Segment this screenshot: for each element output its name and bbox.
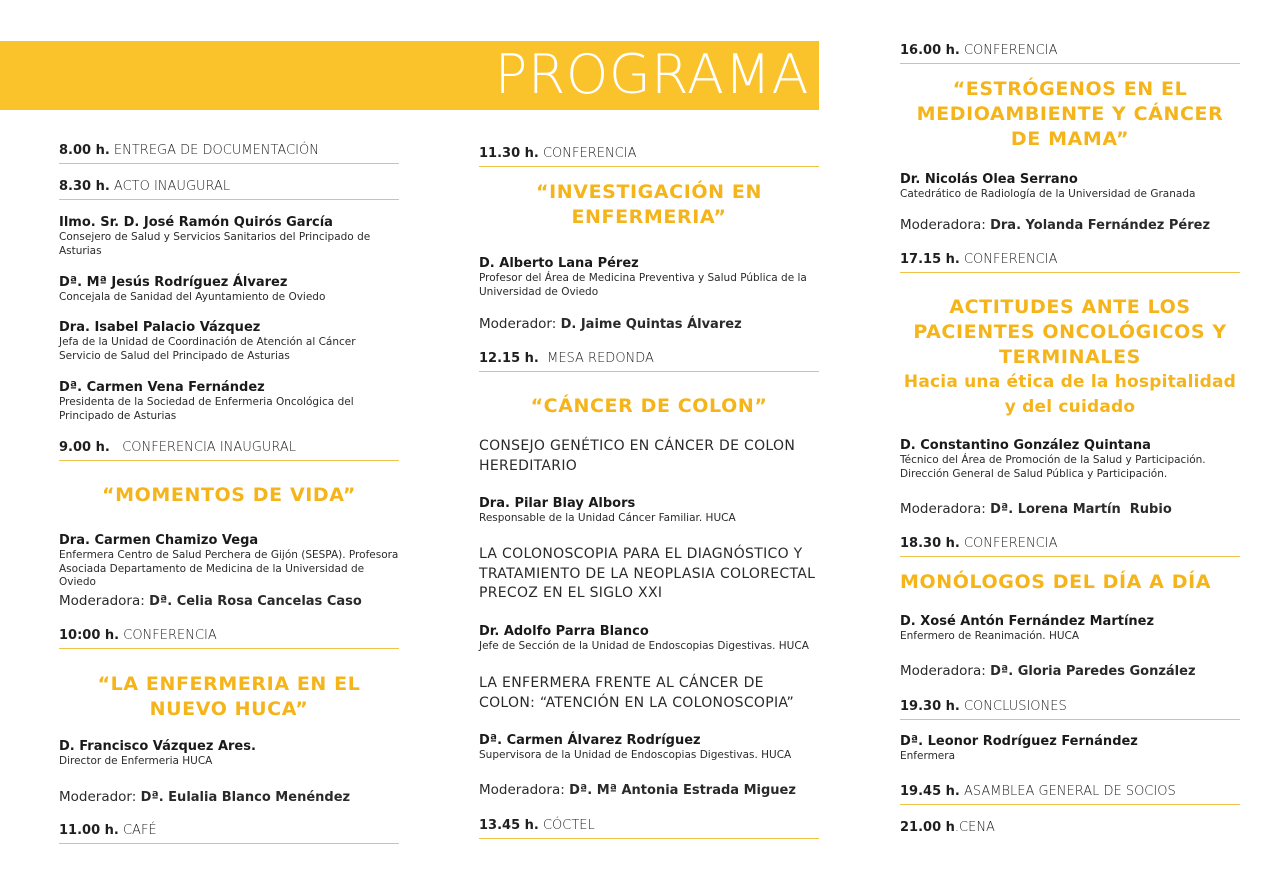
speaker-role: Concejala de Sanidad del Ayuntamiento de Oviedo — [59, 291, 326, 303]
conference-title: MONÓLOGOS DEL DÍA A DÍA — [900, 571, 1212, 593]
speaker-role: Jefe de Sección de la Unidad de Endoscopias Digestivas. HUCA — [479, 640, 809, 652]
speaker-role: Presidenta de la Sociedad de Enfermeria Oncológica del Principado de Asturias — [59, 396, 354, 422]
speaker-role: Dirección General de Salud Pública y Participación. — [900, 467, 1168, 480]
conference-title — [900, 295, 1240, 420]
speaker-name: Dª. Carmen Vena Fernández — [59, 380, 265, 395]
speaker — [479, 496, 819, 526]
topic-title: LA COLONOSCOPIA PARA EL DIAGNÓSTICO Y TRATAMIENTO DE LA NEOPLASIA COLORECTAL PRECOZ EN EL SIGLO XXI — [479, 546, 816, 601]
slot-time: 21.00 h — [900, 820, 955, 835]
moderator-name: Dª. Lorena Martín Rubio — [990, 502, 1172, 517]
moderator-label: Moderadora: — [900, 663, 991, 679]
schedule-slot — [479, 146, 819, 167]
conference-title: “ESTRÓGENOS EN EL MEDIOAMBIENTE Y CÁNCER DE MAMA” — [916, 78, 1224, 150]
moderator-label: Moderadora: — [900, 217, 991, 233]
moderator — [59, 593, 399, 610]
schedule-slot — [59, 628, 399, 649]
schedule-slot — [900, 820, 1240, 840]
speaker-name: Dra. Pilar Blay Albors — [479, 496, 636, 511]
conference-subtitle: Hacia una ética de la hospitalidad y del cuidado — [903, 372, 1237, 417]
schedule-slot — [59, 440, 399, 461]
slot-label: CONCLUSIONES — [959, 699, 1067, 714]
schedule-slot — [900, 784, 1240, 805]
moderator-label: Moderador: — [479, 316, 561, 332]
schedule-slot — [900, 536, 1240, 557]
speaker-name: Dra. Isabel Palacio Vázquez — [59, 320, 261, 335]
moderator-name: Dª. Eulalia Blanco Menéndez — [140, 790, 351, 805]
speaker-role: Responsable de la Unidad Cáncer Familiar. HUCA — [479, 512, 736, 524]
moderator-name: Dª. Gloria Paredes González — [990, 664, 1196, 679]
slot-time: 17.15 h. — [900, 252, 960, 267]
speaker-role: Jefa de la Unidad de Coordinación de Atención al Cáncer — [59, 336, 356, 348]
page-title: PROGRAMA — [494, 43, 809, 106]
schedule-slot — [59, 823, 399, 844]
speaker — [479, 624, 819, 654]
conference-title: “LA ENFERMERIA EN EL NUEVO HUCA” — [97, 673, 361, 720]
speaker-name: Dr. Adolfo Parra Blanco — [479, 624, 649, 639]
conference-title-main: ACTITUDES ANTE LOS PACIENTES ONCOLÓGICOS Y TERMINALES — [913, 296, 1227, 368]
slot-time: 8.00 h. — [59, 143, 110, 158]
slot-label: ASAMBLEA GENERAL DE SOCIOS — [959, 784, 1176, 799]
slot-label: CONFERENCIA — [538, 146, 637, 161]
moderator-label: Moderadora: — [900, 501, 991, 517]
speaker-role: Profesor del Área de Medicina Preventiva y Salud Pública de la Universidad de Oviedo — [479, 272, 807, 298]
speaker — [900, 172, 1240, 202]
slot-time: 11.00 h. — [59, 823, 119, 838]
speaker — [59, 320, 399, 363]
slot-time: 11.30 h. — [479, 146, 539, 161]
slot-time: 9.00 h. — [59, 440, 110, 455]
speaker — [479, 733, 819, 763]
speaker-name: D. Xosé Antón Fernández Martínez — [900, 614, 1155, 629]
speaker-name: Dr. Nicolás Olea Serrano — [900, 172, 1078, 187]
speaker — [59, 215, 399, 258]
slot-time: 18.30 h. — [900, 536, 960, 551]
schedule-slot — [59, 179, 399, 200]
speaker-role: Enfermero de Reanimación. HUCA — [900, 630, 1080, 642]
slot-time: 10:00 h. — [59, 628, 120, 643]
speaker-role: Enfermera — [900, 750, 956, 762]
schedule-slot — [900, 43, 1240, 64]
speaker-name: Dª. Mª Jesús Rodríguez Álvarez — [59, 275, 288, 290]
slot-time: 19.30 h. — [900, 699, 960, 714]
slot-label: .CENA — [954, 820, 995, 835]
conference-title: “MOMENTOS DE VIDA” — [102, 484, 356, 506]
moderator-name: Dª. Mª Antonia Estrada Miguez — [569, 783, 796, 798]
moderator-label: Moderador: — [59, 789, 141, 805]
moderator-label: Moderadora: — [59, 593, 150, 609]
slot-time: 12.15 h. — [479, 351, 539, 366]
speaker-role: Consejero de Salud y Servicios Sanitarios del Principado de Asturias — [59, 231, 371, 257]
slot-label: CONFERENCIA — [959, 536, 1058, 551]
moderator — [900, 501, 1240, 518]
speaker-name: Ilmo. Sr. D. José Ramón Quirós García — [59, 215, 333, 230]
slot-time: 16.00 h. — [900, 43, 960, 58]
title-banner — [0, 41, 819, 110]
slot-label: ACTO INAUGURAL — [109, 179, 231, 194]
speaker — [59, 533, 399, 590]
speaker-role: Enfermera Centro de Salud Perchera de Gijón (SESPA). Profesora Asociada Departamento de Medicina de la Universidad de Oviedo — [59, 549, 399, 588]
schedule-slot — [59, 143, 399, 164]
speaker — [59, 739, 399, 769]
speaker-name: D. Francisco Vázquez Ares. — [59, 739, 256, 754]
speaker-role: Director de Enfermeria HUCA — [59, 755, 213, 767]
slot-time: 8.30 h. — [59, 179, 110, 194]
speaker-role: Supervisora de la Unidad de Endoscopias Digestivas. HUCA — [479, 749, 792, 761]
slot-label: CONFERENCIA — [119, 628, 217, 643]
moderator — [479, 316, 819, 333]
slot-label: CONFERENCIA — [959, 252, 1058, 267]
moderator-label: Moderadora: — [479, 782, 570, 798]
slot-label: ENTREGA DE DOCUMENTACIÓN — [109, 143, 319, 158]
speaker — [900, 614, 1240, 644]
moderator — [479, 782, 819, 799]
speaker-role: Servicio de Salud del Principado de Asturias — [59, 349, 290, 362]
schedule-slot — [900, 252, 1240, 273]
moderator-name: D. Jaime Quintas Álvarez — [560, 317, 742, 332]
moderator-name: Dª. Celia Rosa Cancelas Caso — [149, 594, 362, 609]
moderator — [59, 789, 399, 806]
speaker-name: D. Constantino González Quintana — [900, 438, 1151, 453]
speaker-role: Catedrático de Radiología de la Universidad de Granada — [900, 188, 1196, 200]
conference-title: “CÁNCER DE COLON” — [530, 395, 768, 417]
speaker — [900, 734, 1240, 764]
speaker-name: Dª. Carmen Álvarez Rodríguez — [479, 733, 701, 748]
moderator-name: Dra. Yolanda Fernández Pérez — [990, 218, 1211, 233]
speaker — [479, 256, 819, 299]
moderator — [900, 663, 1240, 680]
speaker-role: Técnico del Área de Promoción de la Salud y Participación. — [900, 454, 1206, 466]
slot-time: 13.45 h. — [479, 818, 539, 833]
topic-title: CONSEJO GENÉTICO EN CÁNCER DE COLON HEREDITARIO — [479, 438, 796, 474]
slot-label: CONFERENCIA — [959, 43, 1058, 58]
slot-label: CONFERENCIA INAUGURAL — [109, 440, 297, 455]
conference-title: “INVESTIGACIÓN EN ENFERMERIA” — [536, 181, 762, 228]
slot-label: CÓCTEL — [538, 818, 595, 833]
slot-time: 19.45 h. — [900, 784, 960, 799]
speaker-name: Dª. Leonor Rodríguez Fernández — [900, 734, 1138, 749]
topic-title: LA ENFERMERA FRENTE AL CÁNCER DE COLON: “ATENCIÓN EN LA COLONOSCOPIA” — [479, 675, 795, 711]
schedule-slot — [900, 699, 1240, 720]
slot-label: MESA REDONDA — [538, 351, 654, 366]
speaker-name: Dra. Carmen Chamizo Vega — [59, 533, 259, 548]
speaker — [900, 438, 1240, 481]
schedule-slot — [479, 818, 819, 839]
moderator — [900, 217, 1240, 234]
schedule-slot — [479, 351, 819, 372]
slot-label: CAFÉ — [118, 823, 157, 838]
speaker — [59, 275, 399, 305]
speaker — [59, 380, 399, 423]
speaker-name: D. Alberto Lana Pérez — [479, 256, 639, 271]
